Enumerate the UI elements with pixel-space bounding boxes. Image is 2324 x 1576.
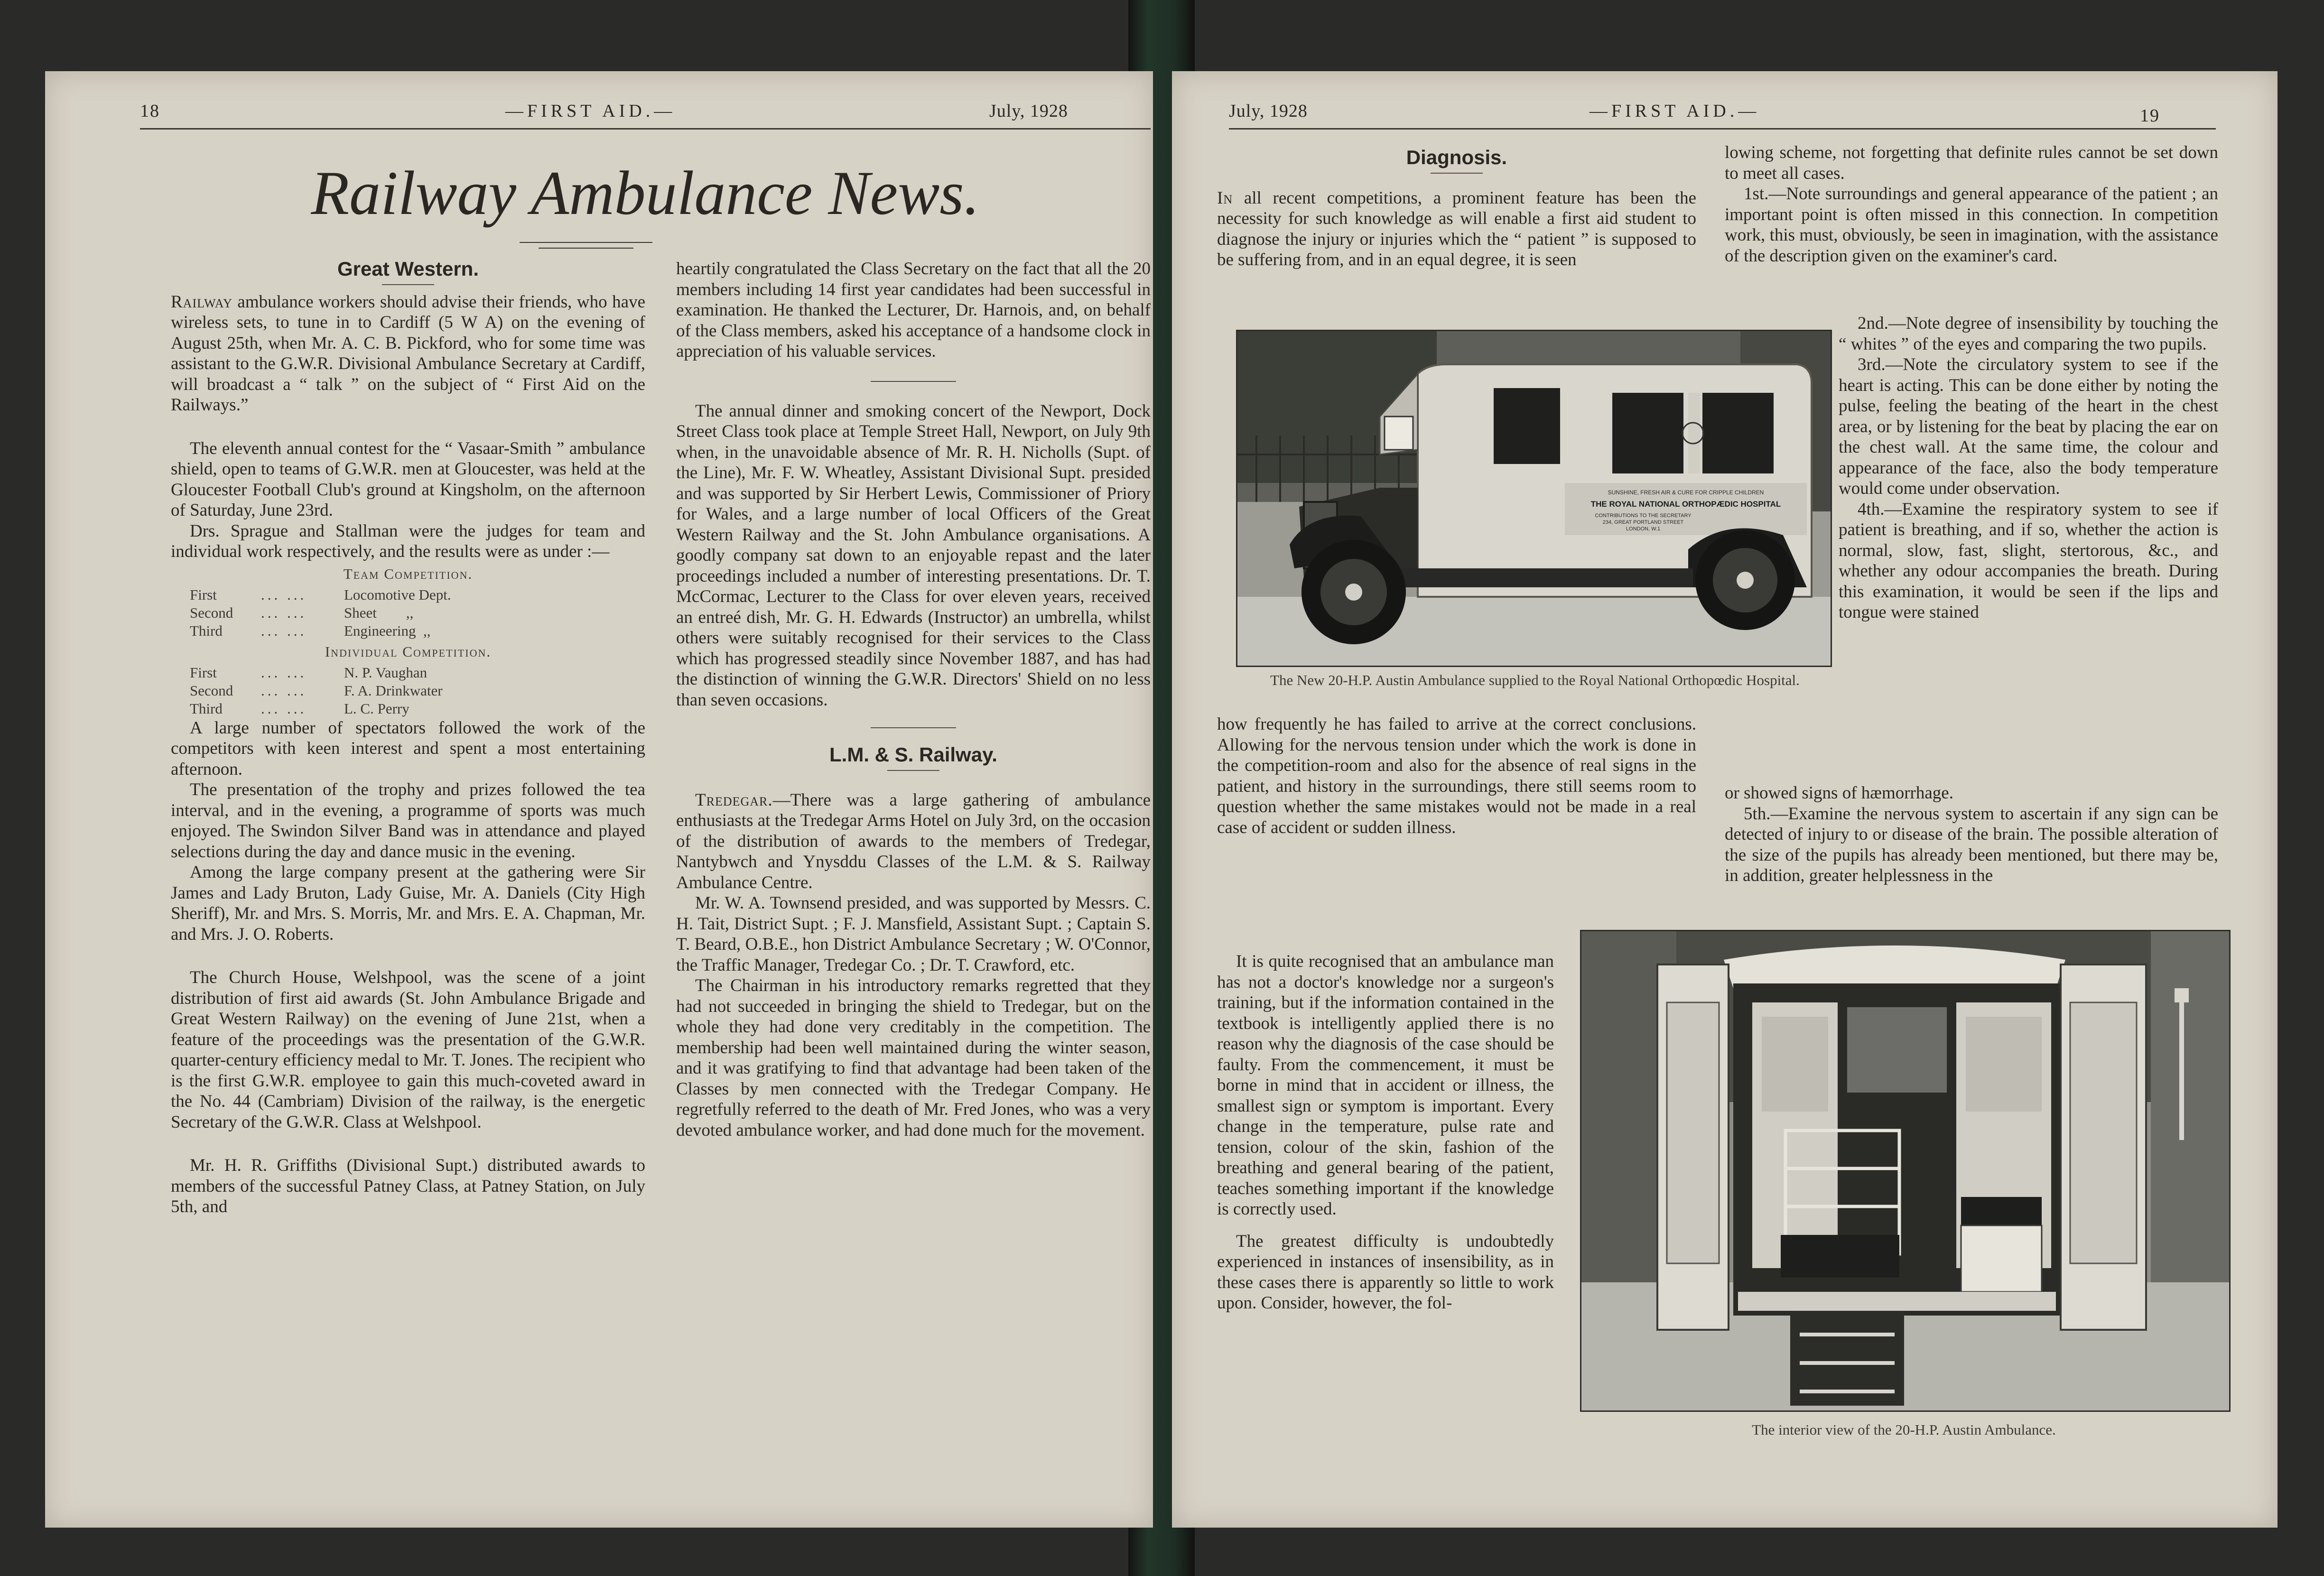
paragraph: 5th.—Examine the nervous system to ascertain if any sign can be detected of injury to or disease of the brain. The possible alteration of the size of the pupils has already been mentioned, but there may be, in addition, greater helplessness in the (1725, 804, 2218, 885)
right-column-1-bottom (1217, 951, 1554, 1314)
paragraph: Mr. H. R. Griffiths (Divisional Supt.) distributed awards to members of the successful Patney Class, at Patney Station, on July 5th, and (171, 1156, 645, 1216)
paragraph: Mr. W. A. Townsend presided, and was supported by Messrs. C. H. Tait, District Supt. ; F. J. Mansfield, Assistant Supt. ; Captain S. T. Beard, O.B.E., hon District Ambulance Secretary ; W. O'Connor, the Traffic Manager, Tredegar Co. ; Dr. T. Crawford, etc. (676, 893, 1151, 975)
van-signage-line5: LONDON, W.1 (1626, 526, 1661, 532)
section-heading-diagnosis: Diagnosis. (1406, 146, 1507, 168)
paragraph: The Chairman in his introductory remarks regretted that they had not succeeded in bringing the shield to Tredegar, but on the whole they had done very creditably in the competition. The membership had been well maintained during the winter season, and it was gratifying to find that advantage had been taken of the Classes by men connected with the Tredegar Company. He regretfully referred to the death of Mr. Fred Jones, who was a very devoted ambulance worker, and had done much for the movement. (676, 976, 1151, 1140)
paragraph: The greatest difficulty is undoubtedly experienced in instances of insensibility, as in these cases there is apparently so little to work upon. Consider, however, the fol- (1217, 1231, 1554, 1313)
section-heading-lms-railway: L.M. & S. Railway. (829, 743, 997, 766)
result-row: Second ... ... Sheet ,, (190, 604, 414, 621)
right-page (1172, 71, 2278, 1528)
left-page (45, 71, 1153, 1528)
paragraph: Among the large company present at the gathering were Sir James and Lady Bruton, Lady Guise, Mr. A. Daniels (City High Sheriff), Mr. and Mrs. S. Morris, Mr. and Mrs. E. A. Chapman, Mr. and Mrs. J. O. Roberts. (171, 862, 645, 944)
title-rule-2 (539, 248, 633, 249)
title-rule (520, 242, 652, 243)
result-row: Third ... ... Engineering ,, (190, 622, 431, 639)
paragraph: or showed signs of hæmorrhage. (1725, 783, 1953, 803)
paragraph: Drs. Sprague and Stallman were the judges for team and individual work respectively, and the results were as under :— (171, 521, 645, 561)
van-signage-line1: SUNSHINE, FRESH AIR & CURE FOR CRIPPLE CHILDREN (1608, 489, 1764, 496)
paragraph: 1st.—Note surroundings and general appearance of the patient ; an important point is often missed in this connection. In competition work, this must, obviously, be seen in imagination, with the assistance of the description given on the examiner's card. (1725, 184, 2218, 266)
left-column-1 (171, 259, 645, 1217)
result-row: First ... ... Locomotive Dept. (190, 586, 451, 603)
result-row: Second ... ... F. A. Drinkwater (190, 682, 443, 699)
paragraph: lowing scheme, not forgetting that definite rules cannot be set down to meet all cases. (1725, 143, 2218, 183)
header-rule (140, 128, 1151, 130)
paragraph: 3rd.—Note the circulatory system to see if the heart is acting. This can be done either by noting the pulse, feeling the beating of the heart in the chest area, or by listening for the beat by placing the ear on the chest wall. At the same time, the colour and appearance of the face, also the body temperature would come under observation. (1839, 355, 2218, 498)
page-number: 19 (2140, 106, 2160, 126)
heading-rule (382, 284, 434, 285)
paragraph: how frequently he has failed to arrive at the correct conclusions. Allowing for the nervous tension under which the work is done in the competition-room and also for the absence of real signs in the patient, and history in the surroundings, there still seems room to question whether the same mistakes would not be made in a real case of accident or sudden illness. (1217, 714, 1696, 837)
header-rule (1229, 128, 2216, 130)
right-column-2-middle (1839, 313, 2218, 623)
heading-rule (887, 770, 939, 771)
ambulance-interior-photo (1580, 930, 2231, 1412)
running-head: —FIRST AID.— (505, 101, 676, 121)
right-column-2-lower (1725, 783, 2218, 886)
left-column-2 (676, 259, 1151, 1140)
right-column-1-top (1217, 147, 1696, 270)
page-number: 18 (140, 101, 160, 121)
result-row: First ... ... N. P. Vaughan (190, 664, 428, 681)
section-heading-great-western: Great Western. (337, 258, 479, 280)
right-column-1-middle (1217, 714, 1696, 838)
team-competition-title: Team Competition. (343, 565, 473, 582)
photo-caption-interior: The interior view of the 20-H.P. Austin Ambulance. (1752, 1421, 2056, 1438)
paragraph: A large number of spectators followed the work of the competitors with keen interest and spent a most entertaining afternoon. (171, 718, 645, 779)
right-column-2-top (1725, 142, 2218, 266)
front-wheel (1301, 540, 1406, 644)
van-signage-line4: 234, GREAT PORTLAND STREET (1602, 519, 1684, 525)
issue-date: July, 1928 (989, 101, 1068, 121)
photo-caption-exterior: The New 20-H.P. Austin Ambulance supplied to the Royal National Orthopœdic Hospital. (1270, 672, 1800, 688)
heading-rule (1431, 173, 1483, 174)
issue-date: July, 1928 (1229, 101, 1308, 121)
separator-ornament (871, 727, 956, 728)
van-signage-line3: CONTRIBUTIONS TO THE SECRETARY (1595, 513, 1692, 519)
ambulance-exterior-photo (1236, 330, 1832, 667)
page-title: Railway Ambulance News. (311, 158, 980, 228)
result-row: Third ... ... L. C. Perry (190, 700, 409, 717)
results-table (171, 565, 645, 718)
paragraph: 2nd.—Note degree of insensibility by touching the “ whites ” of the eyes and comparing the two pupils. (1839, 314, 2218, 354)
paragraph: Railway ambulance workers should advise their friends, who have wireless sets, to tune in to Cardiff (5 W A) on the evening of August 25th, when Mr. A. C. B. Pickford, who for some time was assistant to the G.W.R. Divisional Ambulance Secretary at Cardiff, will broadcast a “ talk ” on the subject of “ First Aid on the Railways.” (171, 292, 645, 415)
separator-rule (871, 381, 956, 382)
paragraph: In all recent competitions, a prominent feature has been the necessity for such knowledge as will enable a first aid student to diagnose the injury or injuries which the “ patient ” is supposed to be suffering from, and in an equal degree, it is seen (1217, 188, 1696, 269)
paragraph: The presentation of the trophy and prizes followed the tea interval, and in the evening, a programme of sports was much enjoyed. The Swindon Silver Band was in attendance and played selections during the day and dance music in the evening. (171, 780, 645, 862)
rear-wheel (1695, 530, 1795, 630)
paragraph: The Church House, Welshpool, was the scene of a joint distribution of first aid awards (St. John Ambulance Brigade and Great Western Railway) on the evening of June 21st, when a feature of the proceedings was the presentation of the G.W.R. quarter-century efficiency medal to Mr. T. Jones. The recipient who is the first G.W.R. employee to gain this much-coveted award in the No. 44 (Cambriam) Division of the railway, is the energetic Secretary of the G.W.R. Class at Welshpool. (171, 968, 645, 1132)
individual-competition-title: Individual Competition. (325, 643, 492, 660)
running-head: —FIRST AID.— (1590, 101, 1760, 121)
paragraph: heartily congratulated the Class Secretary on the fact that all the 20 members including 14 first year candidates had been successful in examination. He thanked the Lecturer, Dr. Harnois, and, on behalf of the Class members, asked his acceptance of a handsome clock in appreciation of his valuable services. (676, 259, 1151, 361)
van-signage-line2: THE ROYAL NATIONAL ORTHOPÆDIC HOSPITAL (1590, 500, 1781, 509)
paragraph: The eleventh annual contest for the “ Vasaar-Smith ” ambulance shield, open to teams of G.W.R. men at Gloucester, was held at the Gloucester Football Club's ground at Kingsholm, on the afternoon of Saturday, June 23rd. (171, 438, 645, 520)
paragraph: 4th.—Examine the respiratory system to see if patient is breathing, and if so, whether the action is normal, slow, fast, slight, stertorous, &c., and whether any odour accompanies the breath. During this examination, it would be seen if the lips and tongue were stained (1839, 499, 2218, 622)
paragraph: The annual dinner and smoking concert of the Newport, Dock Street Class took place at Temple Street Hall, Newport, on July 9th when, in the unavoidable absence of Mr. R. H. Nicholls (Supt. of the Line), Mr. F. W. Wheatley, Assistant Divisional Supt. presided and was supported by Sir Herbert Lewis, Commissioner of Priory for Wales, and a large number of local Officers of the Great Western Railway and the St. John Ambulance organisations. A goodly company sat down to an enjoyable repast and the later proceedings included a number of interesting presentations. Dr. T. McCormac, Lecturer to the Class for over eleven years, received an entreé dish, Mr. G. H. Edwards (Instructor) an umbrella, whilst others were suitably recognised for their services to the Class which has progressed steadily since November 1887, and has had the distinction of winning the G.W.R. Directors' Shield on no less than seven occasions. (676, 401, 1151, 710)
paragraph: Tredegar.—There was a large gathering of ambulance enthusiasts at the Tredegar Arms Hotel on July 3rd, on the occasion of the distribution of awards to the members of Tredegar, Nantybwch and Ynysddu Classes of the L.M. & S. Railway Ambulance Centre. (676, 790, 1151, 892)
paragraph: It is quite recognised that an ambulance man has not a doctor's knowledge nor a surgeon's training, but if the information contained in the textbook is intelligently applied there is no reason why the diagnosis of the case should be faulty. From the commencement, it must be borne in mind that in accident or illness, the smallest sign or symptom is important. Every change in the temperature, pulse rate and tension, colour of the skin, fashion of the breathing and general bearing of the patient, teaches something important if the knowledge is correctly used. (1217, 952, 1554, 1219)
